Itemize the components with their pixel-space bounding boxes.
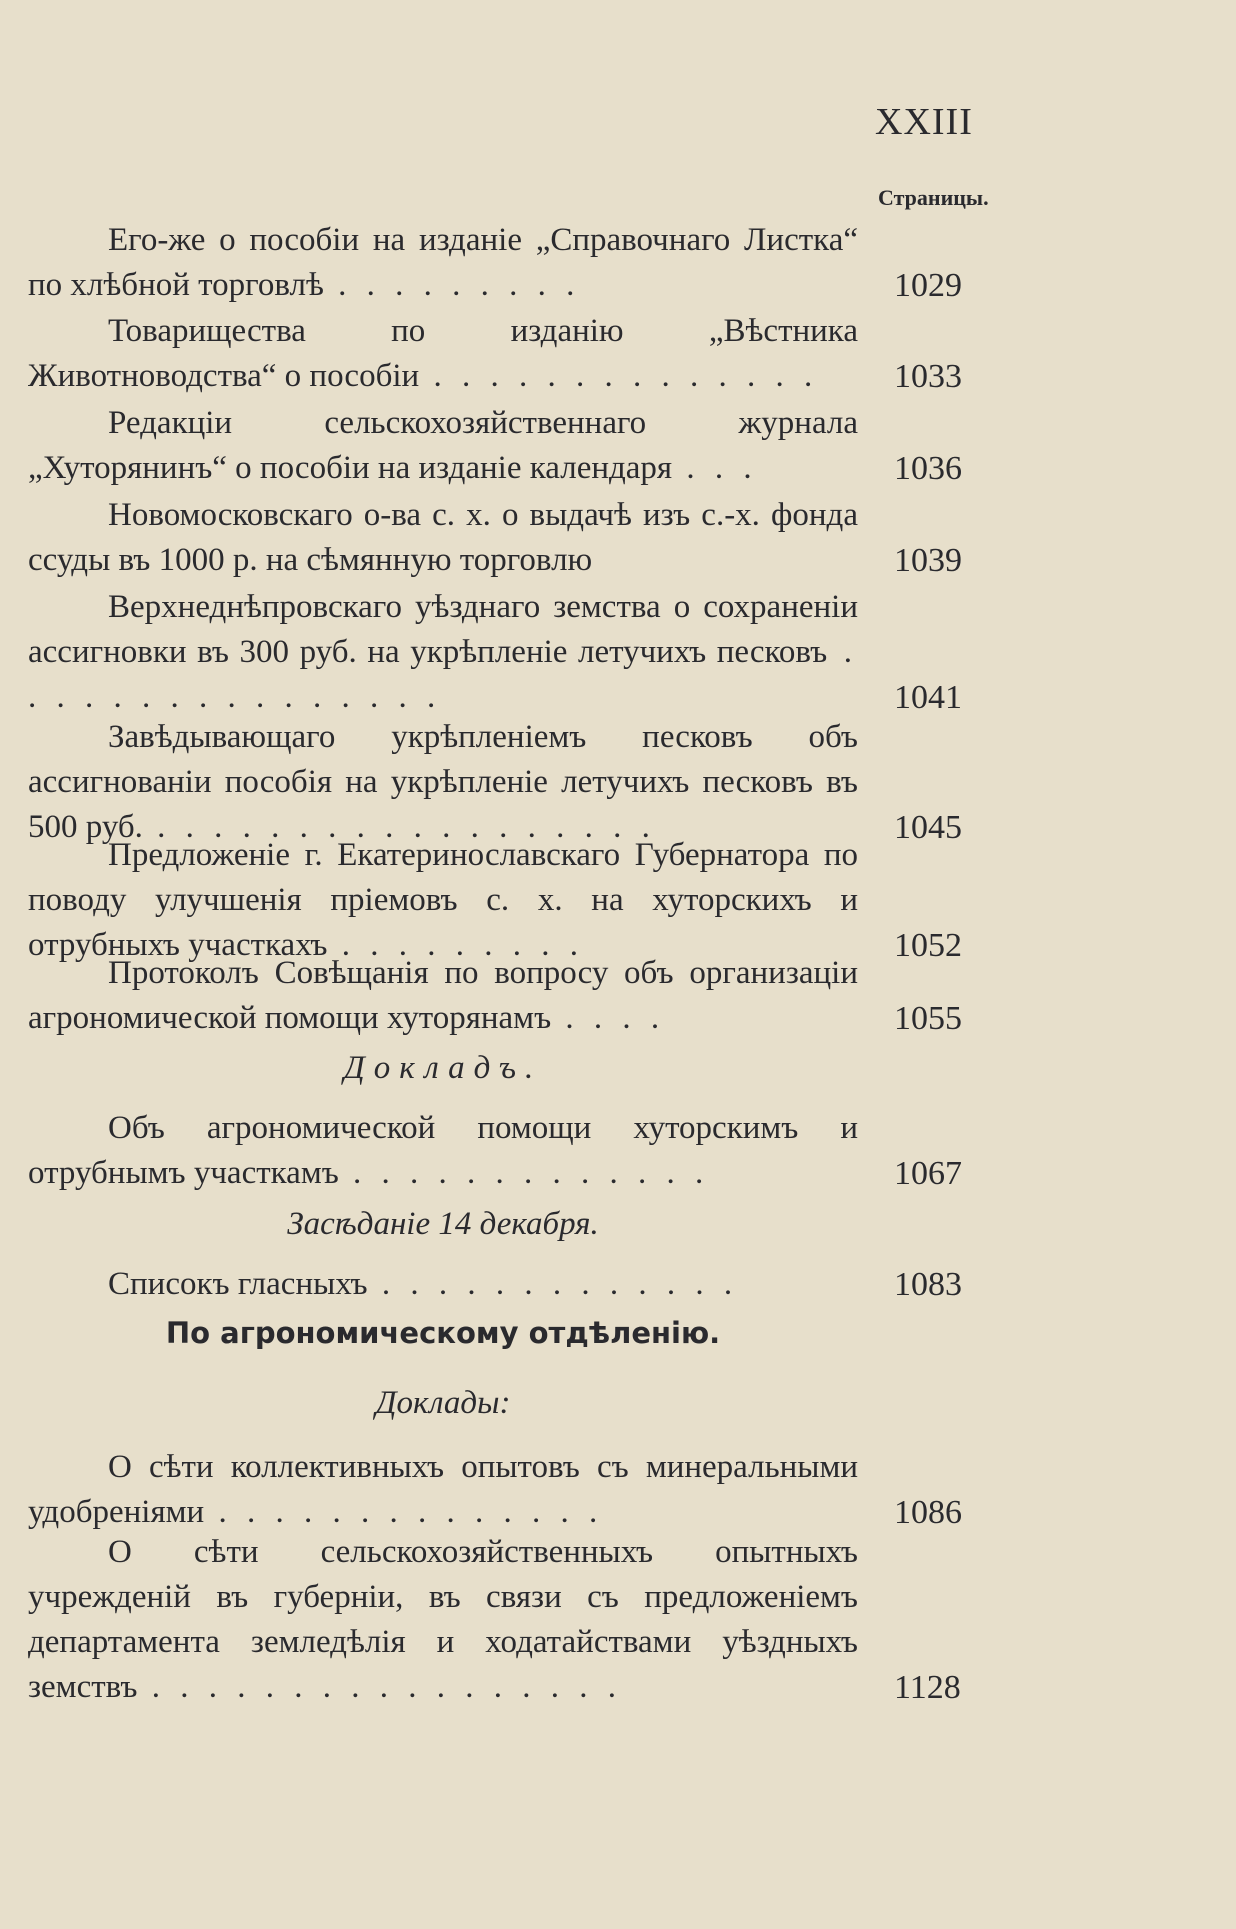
toc-entry: Протоколъ Совѣщанія по вопросу объ организаціи агрономической помощи хуторянамъ . . . . 1055	[28, 951, 858, 1041]
entry-page: 1033	[894, 358, 962, 395]
toc-entry: Редакціи сельскохозяйственнаго журнала „Хуторянинъ“ о пособіи на изданіе календаря . . . 1036	[28, 401, 858, 491]
entry-text: Завѣдывающаго укрѣпленіемъ песковъ объ ассигнованіи пособія на укрѣпленіе летучихъ песковъ въ 500 руб.	[28, 719, 858, 845]
entry-text: Верхнеднѣпровскаго уѣзднаго земства о сохраненіи ассигновки въ 300 руб. на укрѣпленіе летучихъ песковъ	[28, 589, 858, 670]
pages-column-header: Страницы.	[878, 185, 989, 210]
toc-entry: О сѣти сельскохозяйственныхъ опытныхъ учрежденій въ губерніи, въ связи съ предложеніемъ департамента земледѣлія и ходатайствами уѣздныхъ земствъ . . . . . . . . . . . . . . . . . 1128	[28, 1530, 858, 1710]
toc-entry	[28, 493, 962, 583]
entry-page: 1052	[894, 927, 962, 964]
entry-page: 1083	[894, 1266, 962, 1303]
entry-text: Редакціи сельскохозяйственнаго журнала „Хуторянинъ“ о пособіи на изданіе календаря	[28, 405, 858, 486]
section-heading: Докладъ.	[343, 1050, 543, 1086]
entry-text: Новомосковскаго о-ва с. х. о выдачѣ изъ с.-х. фонда ссуды въ 1000 р. на сѣмянную торговлю	[28, 497, 858, 578]
entry-page: 1041	[894, 679, 962, 716]
entry-page: 1086	[894, 1494, 962, 1531]
entry-page: 1029	[894, 267, 962, 304]
entry-text: Товарищества по изданію „Вѣстника Животноводства“ о пособіи	[28, 313, 858, 394]
entry-page: 1128	[894, 1669, 961, 1706]
toc-entry: Его-же о пособіи на изданіе „Справочнаго Листка“ по хлѣбной торговлѣ . . . . . . . . . 1029	[28, 218, 858, 308]
entry-text: Его-же о пособіи на изданіе „Справочнаго Листка“ по хлѣбной торговлѣ	[28, 222, 858, 303]
entry-page: 1055	[894, 1000, 962, 1037]
toc-entry: Верхнеднѣпровскаго уѣзднаго земства о сохраненіи ассигновки въ 300 руб. на укрѣпленіе летучихъ песковъ . . . . . . . . . . . . . . . . 1041	[28, 585, 858, 720]
toc-entry: Списокъ гласныхъ . . . . . . . . . . . . . 1083	[28, 1262, 858, 1307]
entry-page: 1036	[894, 450, 962, 487]
entry-text: О сѣти сельскохозяйственныхъ опытныхъ учрежденій въ губерніи, въ связи съ предложеніемъ департамента земледѣлія и ходатайствами уѣздныхъ земствъ	[28, 1534, 858, 1705]
entry-text: Объ агрономической помощи хуторскимъ и отрубнымъ участкамъ	[28, 1110, 858, 1191]
entry-text: Списокъ гласныхъ	[108, 1266, 368, 1302]
section-heading: Доклады:	[375, 1385, 511, 1421]
page-number: XXIII	[875, 101, 973, 143]
toc-entry: Завѣдывающаго укрѣпленіемъ песковъ объ ассигнованіи пособія на укрѣпленіе летучихъ песковъ въ 500 руб. . . . . . . . . . . . . . . . . . . 1045	[28, 715, 858, 850]
toc-entry: Объ агрономической помощи хуторскимъ и отрубнымъ участкамъ . . . . . . . . . . . . . 1067	[28, 1106, 858, 1196]
entry-page: 1039	[894, 542, 962, 579]
toc-entry: Товарищества по изданію „Вѣстника Животноводства“ о пособіи . . . . . . . . . . . . . . 1033	[28, 309, 858, 399]
section-heading: По агрономическому отдѣленію.	[165, 1316, 721, 1350]
entry-text: Предложеніе г. Екатеринославскаго Губернатора по поводу улучшенія пріемовъ с. х. на хуторскихъ и отрубныхъ участкахъ	[28, 837, 858, 963]
toc-entry: О сѣти коллективныхъ опытовъ съ минеральными удобреніями . . . . . . . . . . . . . . 1086	[28, 1445, 858, 1535]
section-heading: Засѣданіе 14 декабря.	[287, 1206, 599, 1242]
entry-text: О сѣти коллективныхъ опытовъ съ минеральными удобреніями	[28, 1449, 858, 1530]
entry-page: 1045	[894, 809, 962, 846]
toc-entry: Предложеніе г. Екатеринославскаго Губернатора по поводу улучшенія пріемовъ с. х. на хуторскихъ и отрубныхъ участкахъ . . . . . . . . . 1052	[28, 833, 858, 968]
entry-page: 1067	[894, 1155, 962, 1192]
entry-text: Протоколъ Совѣщанія по вопросу объ организаціи агрономической помощи хуторянамъ	[28, 955, 858, 1036]
